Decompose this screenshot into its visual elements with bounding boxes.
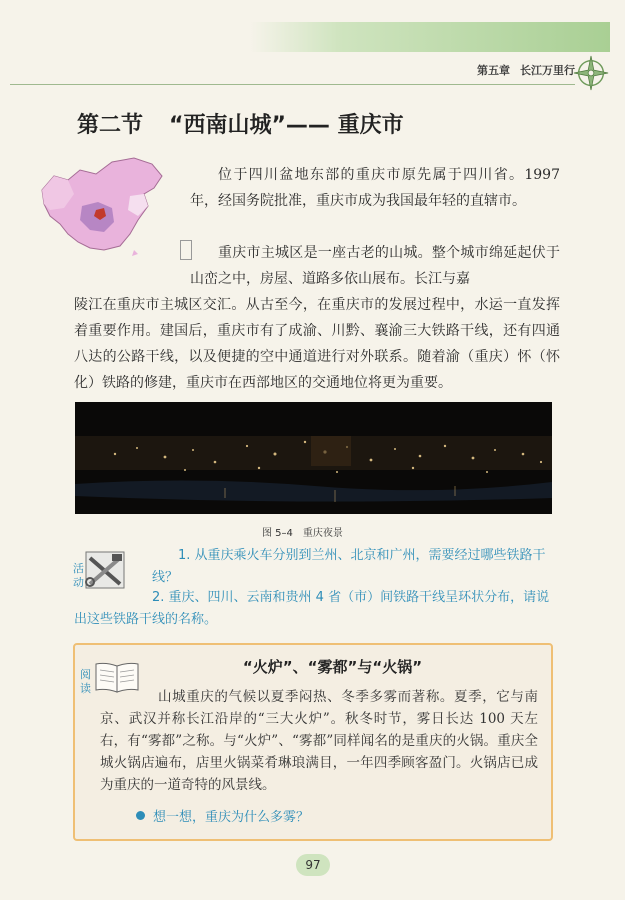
think-prompt [136,806,309,825]
section-heading: “西南山城”—— 重庆市 [169,113,404,138]
activity-label: 活动 [73,562,84,589]
china-map [34,150,170,258]
reading-label: 阅读 [80,668,91,695]
bullet-icon [136,811,145,820]
reading-body: 山城重庆的气候以夏季闷热、冬季多雾而著称。夏季，它与南京、武汉并称长江沿岸的“三大火炉”。秋冬时节，雾日长达 100 天左右，有“雾都”之称。与“火炉”、“雾都”同样闻名的是重庆的火锅。重庆全城火锅店遍布，店里火锅菜肴琳琅满目，一年四季顾客盈门。火锅店已成为重庆的一道奇特的风景线。 [100,689,538,793]
paragraph-city-start: 重庆市主城区是一座古老的山城。整个城市绵延起伏于山峦之中，房屋、道路多依山展布。长江与嘉 [190,245,560,287]
section-number: 第二节 [77,113,144,138]
paragraph-intro: 位于四川盆地东部的重庆市原先属于四川省。1997 年，经国务院批准，重庆市成为我国最年轻的直辖市。 [190,167,560,209]
activity-question-2: 2. 重庆、四川、云南和贵州 4 省（市）间铁路干线呈环状分布，请说出这些铁路干线的名称。 [74,590,550,627]
chapter-title: 长江万里行 [520,64,575,77]
figure-number: 图 5–4 [262,528,293,539]
figure-caption [262,524,343,539]
chapter-number: 第五章 [477,64,510,77]
chapter-header [477,62,575,78]
section-title [77,108,404,139]
chongqing-night-photo [75,402,552,514]
reading-title: “火炉”、“雾都”与“火锅” [242,658,423,676]
header-divider [10,84,575,85]
think-question: 想一想，重庆为什么多雾？ [153,810,310,825]
page-number: 97 [296,854,330,876]
activity-question-1: 1. 从重庆乘火车分别到兰州、北京和广州，需要经过哪些铁路干线？ [152,548,546,585]
header-band [250,22,610,52]
paragraph-city-continued: 陵江在重庆市主城区交汇。从古至今，在重庆市的发展过程中，水运一直发挥着重要作用。建国后，重庆市有了成渝、川黔、襄渝三大铁路干线，还有四通八达的公路干线，以及便捷的空中通道进行对外联系。随着渝（重庆）怀（怀化）铁路的修建，重庆市在西部地区的交通地位将更为重要。 [74,297,560,391]
compass-icon [572,54,610,92]
figure-title: 重庆夜景 [302,528,343,539]
